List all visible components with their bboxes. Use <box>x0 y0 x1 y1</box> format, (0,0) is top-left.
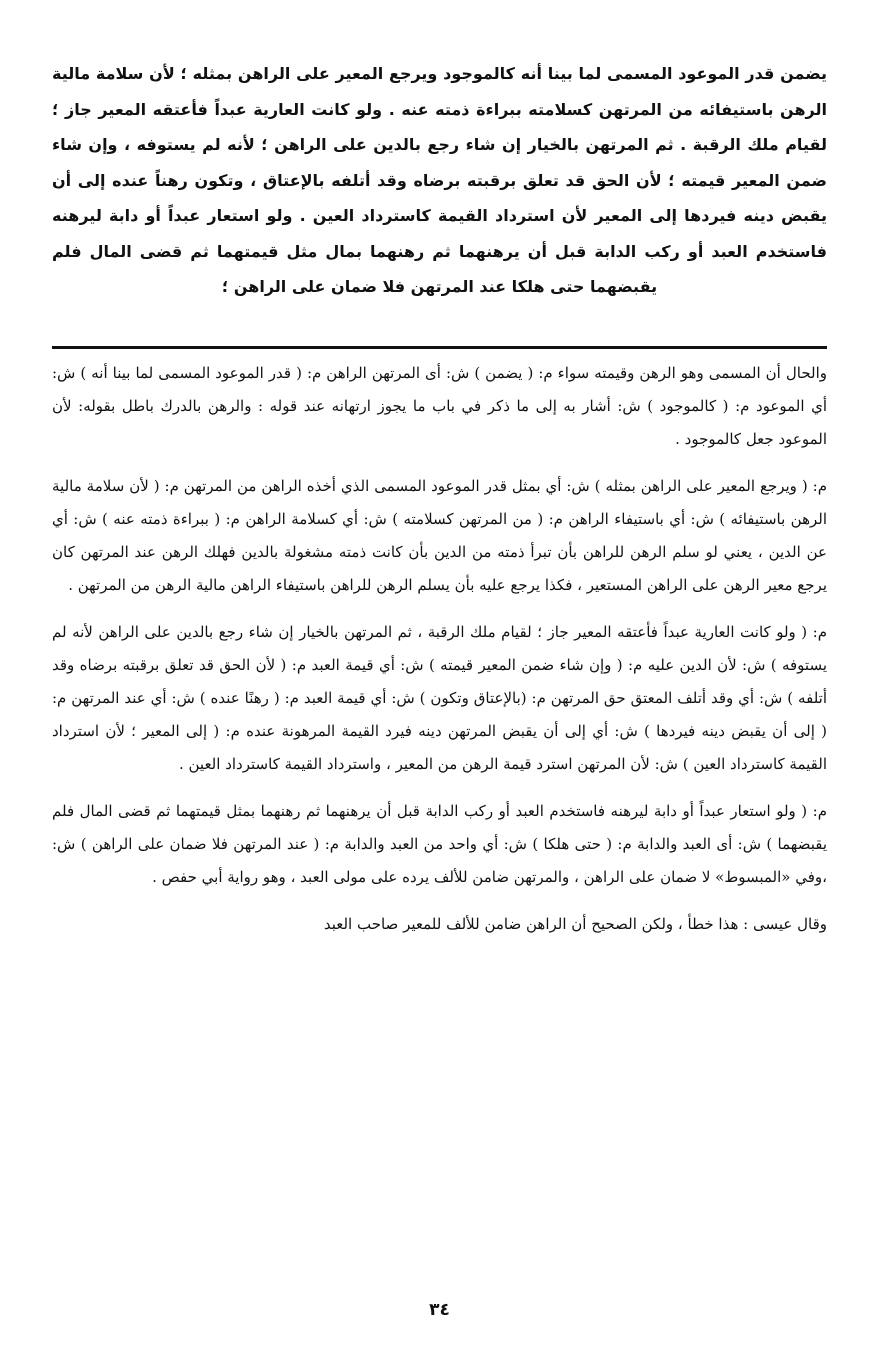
commentary-paragraph-4: م: ( ولو استعار عبداً أو دابة ليرهنه فاستخدم العبد أو ركب الدابة قبل أن يرهنهما ثم رهنهما بمثل قيمتهما ثم قضى المال فلم يقبضهما ) ش: أى العبد والدابة م: ( حتى هلكا ) ش: أي واحد من العبد والدابة م: ( عند المرتهن فلا ضمان على الراهن ) ش: ،وفي «المبسوط» لا ضمان على الراهن ، والمرتهن ضامن للألف يرده على مولى العبد ، وهو رواية أبي حفص . <box>52 801 827 886</box>
commentary-paragraph-2: م: ( ويرجع المعير على الراهن بمثله ) ش: أي بمثل قدر الموعود المسمى الذي أخذه الراهن من المرتهن م: ( لأن سلامة مالية الرهن باستيفائه ) ش: أي باستيفاء الراهن م: ( من المرتهن كسلامته ) ش: أي كسلامة الراهن م: ( ببراءة ذمته عنه ) ش: أي عن الدين ، يعني لو سلم الرهن للراهن بأن تبرأ ذمته من الدين بأن كانت ذمته مشغولة بالدين فهلك الرهن عند المرتهن كان يرجع معير الرهن على الراهن المستعير ، فكذا يرجع عليه بأن يسلم الرهن للراهن باستيفاء الراهن مالية الرهن من المرتهن . <box>52 476 827 594</box>
commentary-paragraph-1: والحال أن المسمى وهو الرهن وقيمته سواء م: ( يضمن ) ش: أى المرتهن الراهن م: ( قدر الموعود المسمى لما بينا أنه ) ش: أي الموعود م: ( كالموجود ) ش: أشار به إلى ما ذكر في باب ما يجوز ارتهانه عند قوله : والرهن بالدرك باطل بقوله: لأن الموعود جعل كالموجود . <box>52 363 827 448</box>
commentary-section <box>52 357 827 941</box>
page-number: ٣٤ <box>429 1300 450 1320</box>
document-page <box>52 56 827 941</box>
footnote-divider <box>52 346 827 349</box>
commentary-paragraph-3: م: ( ولو كانت العارية عبداً فأعتقه المعير جاز ؛ لقيام ملك الرقبة ، ثم المرتهن بالخيار إن شاء رجع بالدين على الراهن لأنه لم يستوفه ) ش: لأن الدين عليه م: ( وإن شاء ضمن المعير قيمته ) ش: أي قيمة العبد م: ( لأن الحق قد تعلق برقبته برضاه وقد أتلفه ) ش: أي وقد أتلف المعتق حق المرتهن م: (بالإعتاق وتكون ) ش: أي قيمة العبد م: ( رهنًا عنده ) ش: أي عند المرتهن م: ( إلى أن يقبض دينه فيردها ) ش: أي إلى أن يقبض المرتهن دينه فيرد القيمة المرهونة عنده م: ( إلى المعير ؛ لأن استرداد القيمة كاسترداد العين ) ش: لأن المرتهن استرد قيمة الرهن من المعير ، واسترداد القيمة كاسترداد العين . <box>52 622 827 773</box>
commentary-paragraph-5: وقال عيسى : هذا خطأ ، ولكن الصحيح أن الراهن ضامن للألف للمعير صاحب العبد <box>323 914 827 933</box>
main-text: يضمن قدر الموعود المسمى لما بينا أنه كالموجود ويرجع المعير على الراهن بمثله ؛ لأن سلامة مالية الرهن باستيفائه من المرتهن كسلامته ببراءة ذمته عنه . ولو كانت العارية عبداً فأعتقه المعير جاز ؛ لقيام ملك الرقبة . ثم المرتهن بالخيار إن شاء رجع بالدين على الراهن ؛ لأنه لم يستوفه ، وإن شاء ضمن المعير قيمته ؛ لأن الحق قد تعلق برقبته برضاه وقد أتلفه بالإعتاق ، وتكون رهناً عنده إلى أن يقبض دينه فيردها إلى المعير لأن استرداد القيمة كاسترداد العين . ولو استعار عبداً أو دابة ليرهنه فاستخدم العبد أو ركب الدابة قبل أن يرهنهما ثم رهنهما بمال مثل قيمتهما ثم قضى المال فلم يقبضهما حتى هلكا عند المرتهن فلا ضمان على الراهن ؛ <box>52 64 827 296</box>
